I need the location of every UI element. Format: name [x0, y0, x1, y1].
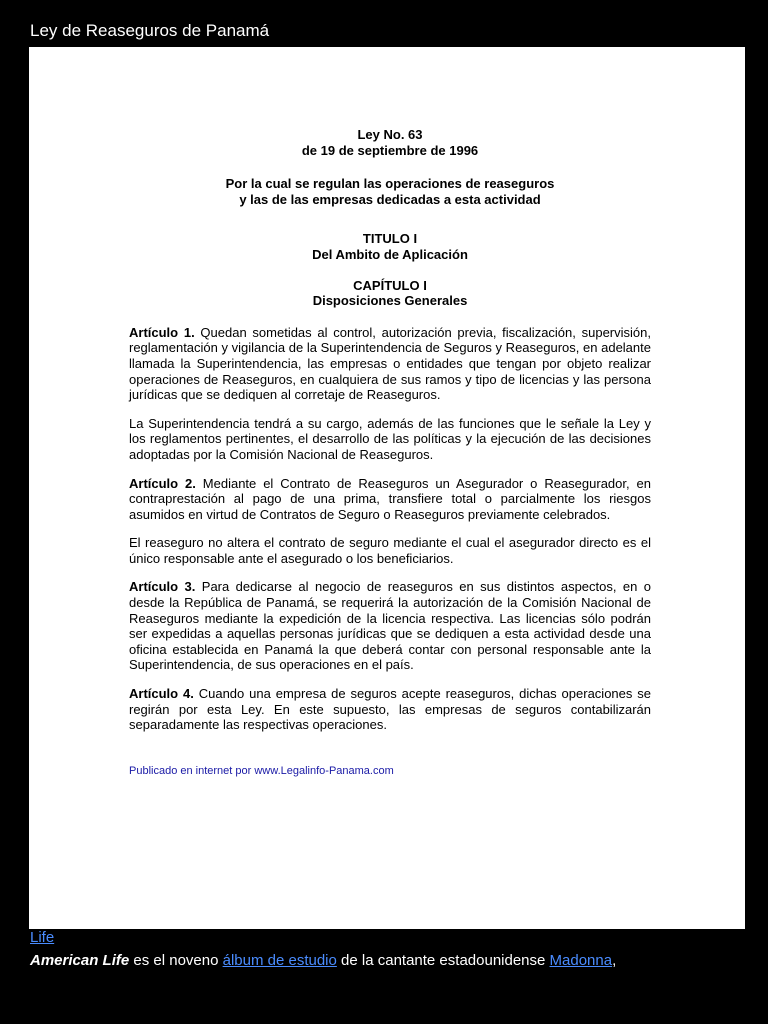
footer-text-3: ,	[612, 952, 617, 969]
footer-text-1: es el noveno	[129, 952, 223, 969]
article-3-text: Para dedicarse al negocio de reaseguros en sus distintos aspectos, en o desde la República de Panamá, se requerirá la autorización de la Comisión Nacional de Reaseguros mediante la expedición de la licencia respectiva. Las licencias sólo podrán ser expedidas a aquellas personas jurídicas que se dediquen a esta actividad desde una oficina establecida en Panamá la que deberá contar con personal responsable ante la Superintendencia, de sus operaciones en el país.	[129, 579, 651, 673]
article-2-continuation-paragraph	[129, 535, 651, 566]
document-content	[129, 127, 651, 789]
article-1-continuation-paragraph	[129, 416, 651, 463]
article-2-text: Mediante el Contrato de Reaseguros un Asegurador o Reasegurador, en contraprestación al pago de una prima, transfiere total o parcialmente los riesgos asumidos en virtud de Contratos de Seguro o Reaseguros previamente celebrados.	[129, 475, 651, 522]
album-title: American Life	[30, 952, 130, 969]
article-4-paragraph	[129, 686, 651, 733]
madonna-link[interactable]: Madonna	[549, 952, 613, 969]
article-2-label: Artículo 2.	[129, 475, 196, 491]
document-page	[29, 47, 745, 929]
capitulo-name: Disposiciones Generales	[312, 293, 468, 309]
titulo-name: Del Ambito de Aplicación	[312, 246, 468, 262]
law-subject-line-2: y las de las empresas dedicadas a esta actividad	[239, 191, 541, 207]
law-date: de 19 de septiembre de 1996	[301, 142, 479, 158]
capitulo-heading: CAPÍTULO I	[353, 277, 427, 293]
footer-description	[30, 927, 750, 973]
titulo-heading: TITULO I	[362, 231, 418, 247]
article-1-continuation-text: La Superintendencia tendrá a su cargo, además de las funciones que le señale la Ley y los reglamentos pertinentes, el desarrollo de las políticas y la ejecución de las decisiones adoptadas por la Comisión Nacional de Reaseguros.	[129, 415, 651, 462]
article-1-text: Quedan sometidas al control, autorización previa, fiscalización, supervisión, reglamentación y vigilancia de la Superintendencia de Seguros y Reaseguros, en adelante llamada la Superintendencia, las empresas o entidades que tengan por objeto realizar operaciones de Reaseguros, en cualquiera de sus ramos y tipo de licencias y las persona jurídicas que se dediquen al corretaje de Reaseguros.	[129, 324, 651, 403]
publisher-note: Publicado en internet por www.Legalinfo-Panama.com	[129, 764, 394, 777]
article-4-label: Artículo 4.	[129, 686, 194, 702]
article-3-paragraph	[129, 579, 651, 673]
law-number: Ley No. 63	[357, 127, 423, 142]
footer-line-2	[30, 949, 750, 973]
article-2-continuation-text: El reaseguro no altera el contrato de seguro mediante el cual el asegurador directo es el único responsable ante el asegurado o los beneficiarios.	[129, 535, 651, 566]
studio-album-link[interactable]: álbum de estudio	[222, 952, 337, 969]
page-title: Ley de Reaseguros de Panamá	[30, 21, 270, 40]
article-1-paragraph	[129, 325, 651, 403]
life-link[interactable]: Life	[30, 929, 55, 946]
article-1-label: Artículo 1.	[129, 324, 195, 340]
article-4-text: Cuando una empresa de seguros acepte reaseguros, dichas operaciones se regirán por esta Ley. En este supuesto, las empresas de seguros contabilizarán separadamente las respectivas operaciones.	[129, 686, 651, 733]
article-3-label: Artículo 3.	[129, 579, 196, 595]
footer-line-1	[30, 927, 750, 949]
article-2-paragraph	[129, 476, 651, 523]
law-subject-line-1: Por la cual se regulan las operaciones de reaseguros	[225, 176, 555, 192]
footer-text-2: de la cantante estadounidense	[336, 952, 550, 969]
